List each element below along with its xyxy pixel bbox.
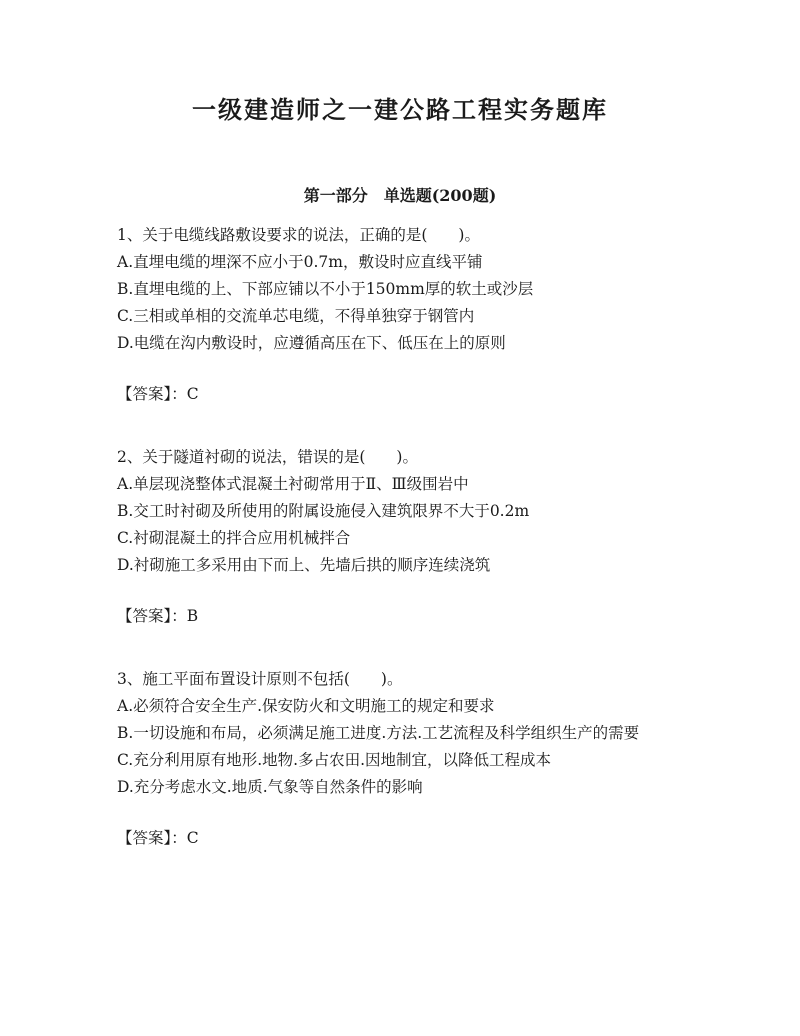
option-c: C.衬砌混凝土的拌合应用机械拌合 — [117, 529, 351, 547]
option-a: A.必须符合安全生产.保安防火和文明施工的规定和要求 — [117, 697, 495, 715]
option-c: C.充分利用原有地形.地物.多占农田.因地制宜，以降低工程成本 — [117, 751, 552, 769]
question-list — [117, 222, 677, 876]
question-stem: 2、关于隧道衬砌的说法，错误的是( )。 — [117, 448, 418, 466]
question-stem: 1、关于电缆线路敷设要求的说法，正确的是( )。 — [117, 226, 480, 244]
option-c: C.三相或单相的交流单芯电缆，不得单独穿于钢管内 — [117, 307, 475, 325]
option-b: B.一切设施和布局，必须满足施工进度.方法.工艺流程及科学组织生产的需要 — [117, 724, 640, 742]
option-a: A.直埋电缆的埋深不应小于0.7m，敷设时应直线平铺 — [117, 253, 483, 271]
question-2 — [117, 444, 677, 630]
answer: 【答案】：C — [117, 385, 199, 403]
option-b: B.交工时衬砌及所使用的附属设施侵入建筑限界不大于0.2m — [117, 502, 530, 520]
option-d: D.充分考虑水文.地质.气象等自然条件的影响 — [117, 778, 423, 796]
question-stem: 3、施工平面布置设计原则不包括( )。 — [117, 670, 403, 688]
question-1 — [117, 222, 677, 408]
answer: 【答案】：C — [117, 829, 199, 847]
option-a: A.单层现浇整体式混凝土衬砌常用于Ⅱ、Ⅲ级围岩中 — [117, 475, 469, 493]
answer: 【答案】：B — [117, 607, 199, 625]
question-3 — [117, 666, 677, 852]
option-d: D.电缆在沟内敷设时，应遵循高压在下、低压在上的原则 — [117, 334, 506, 352]
option-d: D.衬砌施工多采用由下而上、先墙后拱的顺序连续浇筑 — [117, 556, 491, 574]
option-b: B.直埋电缆的上、下部应铺以不小于150mm厚的软土或沙层 — [117, 280, 534, 298]
section-title: 第一部分 单选题(200题) — [303, 186, 497, 205]
page-title: 一级建造师之一建公路工程实务题库 — [192, 95, 608, 124]
